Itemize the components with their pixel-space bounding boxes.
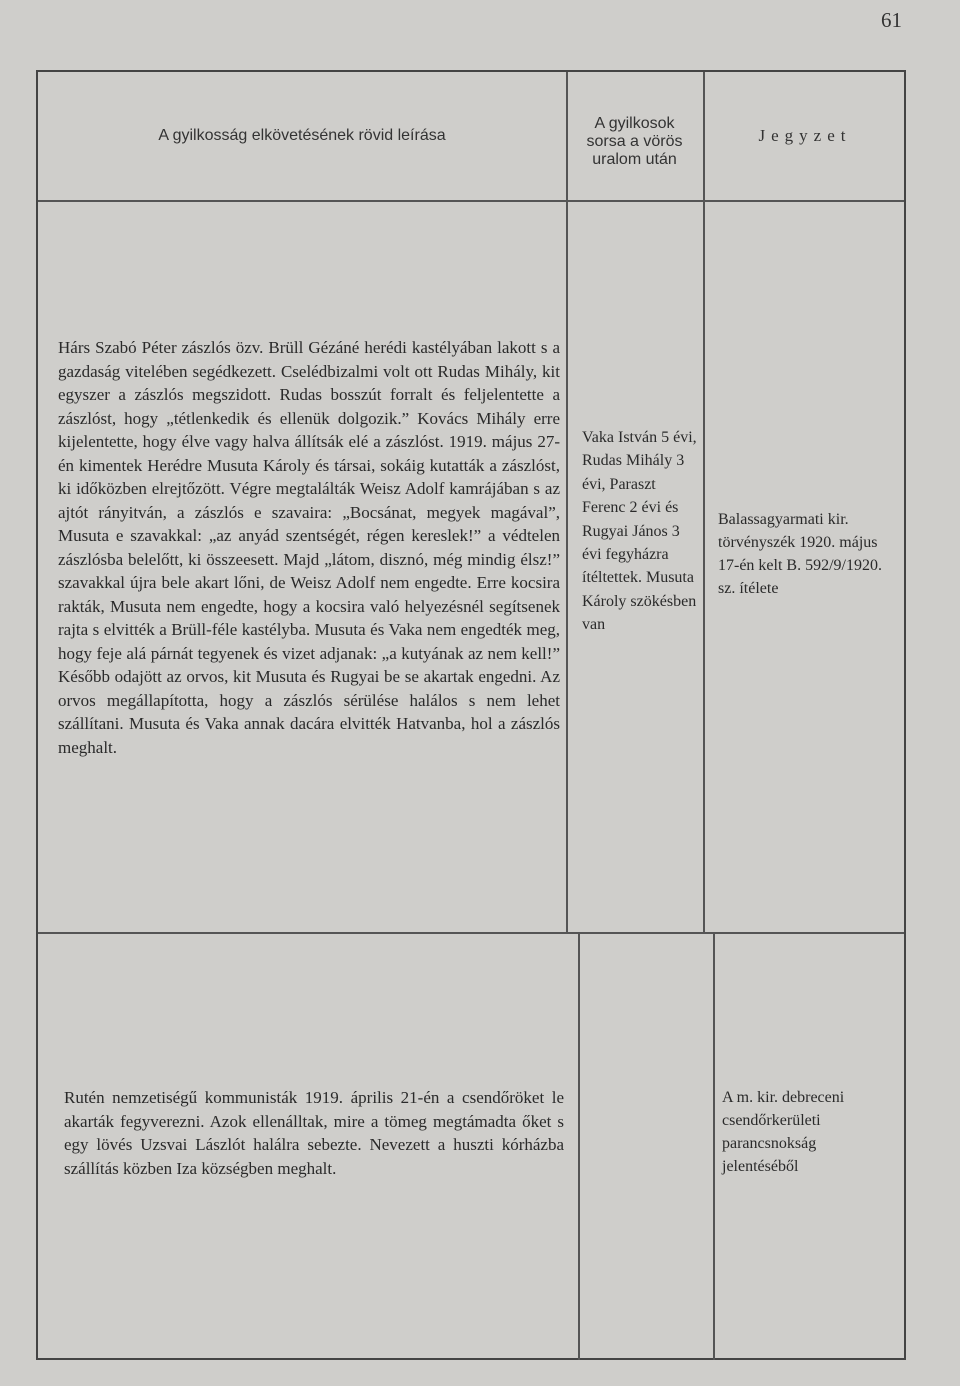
row-2-notes: A m. kir. debreceni csendőrkerületi parancsnokság jelentéséből [722,1089,845,1175]
header-notes: Jegyzet [758,126,852,145]
column-rule-1a [566,72,568,932]
row-2-description: Rutén nemzetiségű kommunisták 1919. április 21-én a csendőröket le akarták fegyverezni. Azok ellenálltak, mire a tömeg megtámadta őket s egy lövés Uzsvai Lászlót halálra sebezte. Nevezett a huszti kórházba szállítás közben Iza községben meghalt. [64,1088,564,1178]
row-1-fate: Vaka István 5 évi, Rudas Mihály 3 évi, Paraszt Ferenc 2 évi és Rugyai János 3 évi fegyházra ítéltettek. Musuta Károly szökésben van [582,429,697,634]
header-fate: A gyilkosok sorsa a vörös uralom után [586,115,683,168]
column-rule-2b [713,932,715,1360]
row-1-notes: Balassagyarmati kir. törvényszék 1920. május 17-én kelt B. 592/9/1920. sz. ítélete [718,511,882,597]
row-separator-rule [38,932,904,934]
header-bottom-rule [38,200,904,202]
records-table [36,70,906,1360]
column-rule-2a [703,72,705,932]
row-1-description: Hárs Szabó Péter zászlós özv. Brüll Gézáné herédi kastélyában lakott s a gazdaság vitelében segédkezett. Cselédbizalmi volt ott Rudas Mihály, kit egyszer a zászlós megszidott. Rudas bosszút forralt és feljelentette a zászlóst, hogy „tétlenkedik és ellenük dolgozik.” Kovács Mihály erre kijelentette, hogy élve vagy halva állítsák elé a zászlóst. 1919. május 27-én kimentek Herédre Musuta Károly és társai, sokáig kutatták a zászlóst, ki időközben elrejtőzött. Végre megtalálták Weisz Adolf kamrájában s az ajtót rányitván, a zászlós e szavaira: „Bocsánat, megyek magával”, Musuta e szavakkal: „az anyád szentségét, régen kereslek!” a védtelen zászlósba belelőtt, ki összeesett. Majd „látom, disznó, még mindig élsz!” szavakkal újra bele akart lőni, de Weisz Adolf nem engedte. Erre kocsira rakták, Musuta nem engedte, hogy a kocsira való helyezésnél segítsenek rajta s elvitték a Brüll-féle kastélyba. Musuta és Vaka nem engedték meg, hogy feje alá párnát tegyenek és vizet adjanak: „a kutyának az nem kell!” Később odajött az orvos, kit Musuta és Rugyai be se akartak engedni. Az orvos megállapította, hogy a zászlós sérülése halálos s nem lehet szállítani. Musuta és Vaka annak dacára elvitték Hatvanba, hol a zászlós meghalt. [58,338,560,757]
header-description: A gyilkosság elkövetésének rövid leírása [158,127,446,144]
column-rule-1b [578,932,580,1360]
page-number: 61 [881,8,902,32]
